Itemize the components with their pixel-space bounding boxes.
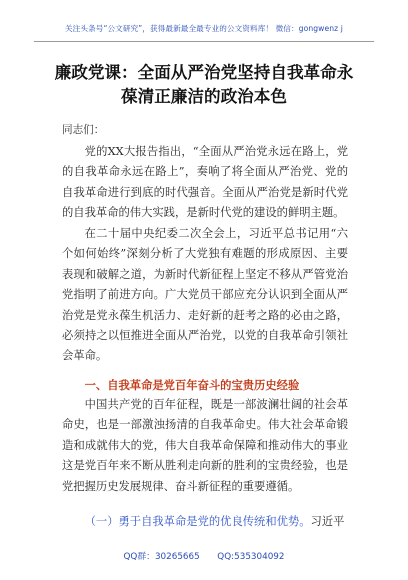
header-banner-text: 关注头条号“公文研究”，获得最新最全最专业的公文资料库！ 微信：gongwenz j [64, 24, 343, 33]
document-title: 廉政党课：全面从严治党坚持自我革命永葆清正廉洁的政治本色 [54, 62, 354, 106]
header-banner [34, 16, 374, 42]
body-paragraph: 中国共产党的百年征程，既是一部波澜壮阔的社会革命史，也是一部激浊扬清的自我革命史。伟大社会革命锻造和成就伟大的党，伟大自我革命保障和推动伟大的事业这是党百年来不断从胜利走向新的胜利的宝贵经验，也是党把握历史发展规律、奋斗新征程的重要遵循。 [62, 398, 348, 493]
footer-contact: QQ群：30265665 QQ:535304092 [123, 552, 285, 562]
salutation: 同志们： [62, 124, 105, 136]
subsection-line [62, 512, 352, 532]
subsection-heading: （一）勇于自我革命是党的优良传统和优势。 [84, 515, 311, 528]
body-paragraph: 党的XX大报告指出，“全面从严治党永远在路上，党的自我革命永远在路上”，奏响了将全面从严治党、党的自我革命进行到底的时代强音。全面从严治党是新时代党的自我革命的伟大实践，是新时代党的建设的鲜明主题。 [62, 145, 348, 220]
body-paragraph: 在二十届中央纪委二次全会上，习近平总书记用“六个如何始终”深刻分析了大党独有难题的形成原因、主要表现和破解之道，为新时代新征程上坚定不移从严管党治党指明了前进方向。广大党员干部应充分认识到全面从严治党是党永葆生机活力、走好新的赶考之路的必由之路，必须持之以恒推进全面从严治党，以党的自我革命引领社会革命。 [62, 227, 348, 363]
subsection-text: 习近平 [310, 515, 345, 528]
section-heading: 一、自我革命是党百年奋斗的宝贵历史经验 [84, 378, 300, 392]
